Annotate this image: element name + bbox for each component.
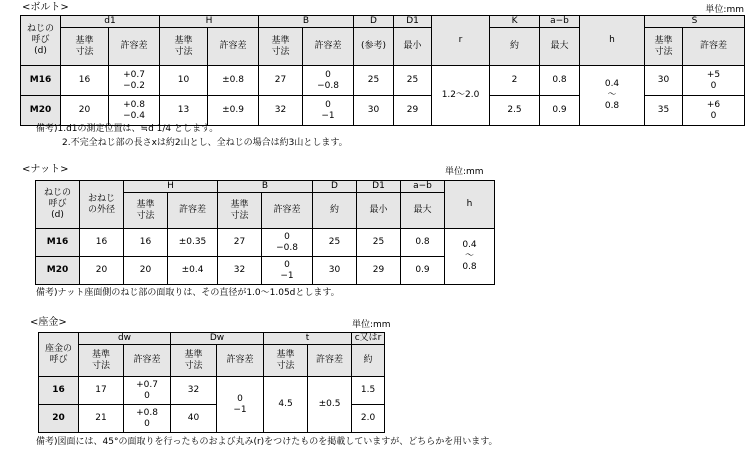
bolt-header-H-kyoyo: 許容差 <box>208 28 259 66</box>
bolt-note-1: 備考)1.d1の測定位置は、≒d 1/4 とします。 <box>36 124 219 134</box>
nut-row-name: M16 <box>36 229 80 257</box>
washer-section-title: <座金> <box>30 317 67 328</box>
nut-cell-h: 0.4 〜 0.8 <box>445 229 495 285</box>
nut-cell-outer: 20 <box>80 257 124 285</box>
bolt-unit-label: 単位:mm <box>705 5 744 15</box>
nut-header-h: h <box>445 181 495 229</box>
washer-header-dw-kijun: 基準 寸法 <box>79 345 124 377</box>
table-row <box>39 377 385 405</box>
nut-note-1: 備考)ナット座面側のねじ部の面取りは、その直径が1.0〜1.05dとします。 <box>36 288 340 298</box>
bolt-cell-B: 32 <box>259 96 303 126</box>
bolt-header-B: B <box>259 16 354 28</box>
bolt-cell-B-tol: 0 −1 <box>303 96 354 126</box>
nut-cell-H: 16 <box>124 229 168 257</box>
bolt-cell-H: 10 <box>160 66 208 96</box>
washer-header-name: 座金の 呼び <box>39 333 79 377</box>
bolt-cell-d1: 20 <box>61 96 109 126</box>
bolt-cell-K: 2.5 <box>490 96 540 126</box>
bolt-header-D1-saisho: 最小 <box>394 28 432 66</box>
bolt-header-H-kijun: 基準 寸法 <box>160 28 208 66</box>
bolt-header-B-kyoyo: 許容差 <box>303 28 354 66</box>
washer-cell-c: 2.0 <box>352 405 385 433</box>
bolt-note-2: 2.不完全ねじ部の長さxは約2山とし、全ねじの場合は約3山とします。 <box>62 138 348 148</box>
nut-header-outer: おねじ の外径 <box>80 181 124 229</box>
bolt-cell-B: 27 <box>259 66 303 96</box>
washer-cell-dw-tol: +0.7 0 <box>124 377 171 405</box>
bolt-header-S-kyoyo: 許容差 <box>683 28 745 66</box>
table-row <box>21 66 745 96</box>
bolt-cell-D1: 29 <box>394 96 432 126</box>
washer-header-t-kijun: 基準 寸法 <box>264 345 308 377</box>
nut-header-H-kyoyo: 許容差 <box>168 193 218 229</box>
washer-header-Dw-kijun: 基準 寸法 <box>171 345 217 377</box>
nut-cell-outer: 16 <box>80 229 124 257</box>
nut-header-D1-saisho: 最小 <box>357 193 401 229</box>
bolt-cell-H: 13 <box>160 96 208 126</box>
nut-header-ab-saidai: 最大 <box>401 193 445 229</box>
bolt-spec-table <box>20 15 745 126</box>
washer-header-row-2 <box>39 345 385 377</box>
washer-cell-t: 4.5 <box>264 377 308 433</box>
bolt-cell-S-tol: +6 0 <box>683 96 745 126</box>
bolt-cell-H-tol: ±0.8 <box>208 66 259 96</box>
nut-header-H: H <box>124 181 218 193</box>
washer-header-dw: dw <box>79 333 171 345</box>
bolt-header-r: r <box>432 16 490 66</box>
nut-header-D: D <box>313 181 357 193</box>
bolt-cell-d1-tol: +0.8 −0.4 <box>109 96 160 126</box>
nut-unit-label: 単位:mm <box>445 167 484 177</box>
washer-unit-label: 単位:mm <box>352 320 391 330</box>
bolt-header-K-yaku: 約 <box>490 28 540 66</box>
bolt-cell-K: 2 <box>490 66 540 96</box>
bolt-cell-d1: 16 <box>61 66 109 96</box>
nut-header-B-kyoyo: 許容差 <box>262 193 313 229</box>
bolt-header-d1: d1 <box>61 16 160 28</box>
washer-cell-c: 1.5 <box>352 377 385 405</box>
washer-header-dw-kyoyo: 許容差 <box>124 345 171 377</box>
bolt-header-h: h <box>580 16 645 66</box>
bolt-cell-D: 30 <box>354 96 394 126</box>
bolt-cell-h: 0.4 〜 0.8 <box>580 66 645 126</box>
nut-cell-ab: 0.9 <box>401 257 445 285</box>
washer-header-c: c又はr <box>352 333 385 345</box>
nut-cell-H-tol: ±0.4 <box>168 257 218 285</box>
nut-cell-D: 30 <box>313 257 357 285</box>
washer-cell-dw: 21 <box>79 405 124 433</box>
bolt-header-d1-kijun: 基準 寸法 <box>61 28 109 66</box>
washer-cell-dw-tol: +0.8 0 <box>124 405 171 433</box>
washer-header-row-1 <box>39 333 385 345</box>
washer-spec-table <box>38 332 385 433</box>
bolt-cell-S: 30 <box>645 66 683 96</box>
bolt-header-ab-saidai: 最大 <box>540 28 580 66</box>
nut-spec-table <box>35 180 495 285</box>
bolt-cell-S: 35 <box>645 96 683 126</box>
nut-header-D1: D1 <box>357 181 401 193</box>
nut-row-name: M20 <box>36 257 80 285</box>
nut-cell-D1: 29 <box>357 257 401 285</box>
nut-header-row-1 <box>36 181 495 193</box>
bolt-header-ab: a−b <box>540 16 580 28</box>
nut-section-title: <ナット> <box>22 164 69 175</box>
washer-cell-t-tol: ±0.5 <box>308 377 352 433</box>
nut-cell-D: 25 <box>313 229 357 257</box>
nut-header-B: B <box>218 181 313 193</box>
washer-header-c-yaku: 約 <box>352 345 385 377</box>
table-row <box>36 229 495 257</box>
nut-cell-H: 20 <box>124 257 168 285</box>
bolt-cell-ab: 0.8 <box>540 66 580 96</box>
bolt-cell-S-tol: +5 0 <box>683 66 745 96</box>
bolt-cell-B-tol: 0 −0.8 <box>303 66 354 96</box>
nut-cell-ab: 0.8 <box>401 229 445 257</box>
bolt-cell-r: 1.2〜2.0 <box>432 66 490 126</box>
nut-header-D-yaku: 約 <box>313 193 357 229</box>
nut-cell-B-tol: 0 −1 <box>262 257 313 285</box>
washer-header-Dw: Dw <box>171 333 264 345</box>
bolt-header-D1: D1 <box>394 16 432 28</box>
washer-header-t: t <box>264 333 352 345</box>
washer-cell-Dw: 32 <box>171 377 217 405</box>
bolt-row-name: M16 <box>21 66 61 96</box>
nut-cell-H-tol: ±0.35 <box>168 229 218 257</box>
washer-cell-Dw: 40 <box>171 405 217 433</box>
bolt-header-B-kijun: 基準 寸法 <box>259 28 303 66</box>
washer-row-name: 20 <box>39 405 79 433</box>
nut-header-name: ねじの 呼び (d) <box>36 181 80 229</box>
washer-header-Dw-kyoyo: 許容差 <box>217 345 264 377</box>
nut-cell-D1: 25 <box>357 229 401 257</box>
washer-note-1: 備考)図面には、45°の面取りを行ったものおよび丸み(r)をつけたものを掲載していますが、どちらかを用います。 <box>36 437 498 447</box>
table-row <box>36 257 495 285</box>
bolt-header-H: H <box>160 16 259 28</box>
nut-header-H-kijun: 基準 寸法 <box>124 193 168 229</box>
nut-cell-B: 32 <box>218 257 262 285</box>
bolt-section-title: <ボルト> <box>22 2 69 13</box>
washer-row-name: 16 <box>39 377 79 405</box>
bolt-header-S: S <box>645 16 745 28</box>
washer-header-t-kyoyo: 許容差 <box>308 345 352 377</box>
washer-cell-Dw-tol: 0 −1 <box>217 377 264 433</box>
washer-cell-dw: 17 <box>79 377 124 405</box>
bolt-header-D-sanko: (参考) <box>354 28 394 66</box>
bolt-cell-D: 25 <box>354 66 394 96</box>
nut-cell-B: 27 <box>218 229 262 257</box>
bolt-cell-d1-tol: +0.7 −0.2 <box>109 66 160 96</box>
bolt-row-name: M20 <box>21 96 61 126</box>
bolt-header-d1-kyoyo: 許容差 <box>109 28 160 66</box>
nut-header-B-kijun: 基準 寸法 <box>218 193 262 229</box>
bolt-cell-H-tol: ±0.9 <box>208 96 259 126</box>
bolt-cell-D1: 25 <box>394 66 432 96</box>
bolt-header-S-kijun: 基準 寸法 <box>645 28 683 66</box>
bolt-header-D: D <box>354 16 394 28</box>
bolt-cell-ab: 0.9 <box>540 96 580 126</box>
nut-header-ab: a−b <box>401 181 445 193</box>
bolt-header-row-1 <box>21 16 745 28</box>
nut-cell-B-tol: 0 −0.8 <box>262 229 313 257</box>
bolt-header-name: ねじの 呼び (d) <box>21 16 61 66</box>
bolt-header-K: K <box>490 16 540 28</box>
